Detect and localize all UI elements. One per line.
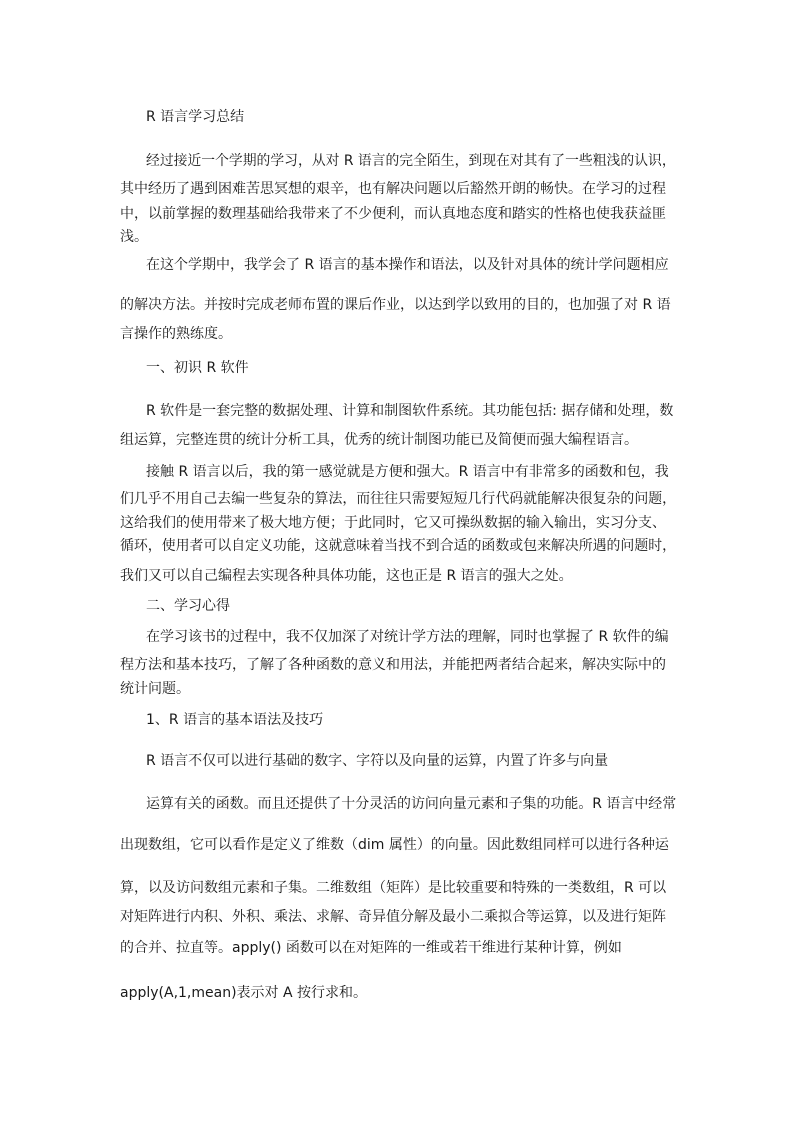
text-line: apply(A,1,mean)表示对 A 按行求和。 [120, 985, 368, 1001]
text-line: 在这个学期中，我学会了 R 语言的基本操作和语法，以及针对具体的统计学问题相应 [146, 257, 669, 273]
text-line: 的合并、拉直等。apply() 函数可以在对矩阵的一维或若干维进行某种计算，例如 [120, 940, 622, 956]
text-line: 运算有关的函数。而且还提供了十分灵活的访问向量元素和子集的功能。R 语言中经常 [146, 796, 677, 812]
text-line: 循环，使用者可以自定义功能，这就意味着当找不到合适的函数或包来解决所遇的问题时， [120, 538, 677, 554]
document-title: R 语言学习总结 [146, 109, 245, 125]
text-line: 程方法和基本技巧，了解了各种函数的意义和用法，并能把两者结合起来，解决实际中的 [120, 657, 666, 673]
text-line: 浅。 [120, 229, 148, 245]
subsection-heading: 1、R 语言的基本语法及技巧 [146, 712, 324, 728]
text-line: 算，以及访问数组元素和子集。二维数组（矩阵）是比较重要和特殊的一类数组，R 可以 [120, 880, 667, 896]
text-line: R 软件是一套完整的数据处理、计算和制图软件系统。其功能包括: 据存储和处理，数 [146, 403, 674, 419]
text-line: 这给我们的使用带来了极大地方便；于此同时，它又可操纵数据的输入输出，实习分支、 [120, 515, 666, 531]
text-line: 中，以前掌握的数理基础给我带来了不少便利，而认真地态度和踏实的性格也使我获益匪 [120, 206, 666, 222]
text-line: 在学习该书的过程中，我不仅加深了对统计学方法的理解，同时也掌握了 R 软件的编 [146, 629, 669, 645]
text-line: R 语言不仅可以进行基础的数字、字符以及向量的运算，内置了许多与向量 [146, 753, 609, 769]
text-line: 出现数组，它可以看作是定义了维数（dim 属性）的向量。因此数组同样可以进行各种运 [120, 837, 669, 853]
text-line: 其中经历了遇到困难苦思冥想的艰辛，也有解决问题以后豁然开朗的畅快。在学习的过程 [120, 181, 666, 197]
text-line: 组运算，完整连贯的统计分析工具，优秀的统计制图功能已及简便而强大编程语言。 [120, 432, 638, 448]
section-heading: 一、初识 R 软件 [146, 360, 249, 376]
text-line: 的解决方法。并按时完成老师布置的课后作业，以达到学以致用的目的，也加强了对 R 语 [120, 297, 671, 313]
text-line: 我们又可以自己编程去实现各种具体功能，这也正是 R 语言的强大之处。 [120, 568, 573, 584]
text-line: 们几乎不用自己去编一些复杂的算法，而往往只需要短短几行代码就能解决很复杂的问题， [120, 491, 677, 507]
text-line: 经过接近一个学期的学习，从对 R 语言的完全陌生，到现在对其有了一些粗浅的认识， [146, 153, 676, 169]
text-line: 接触 R 语言以后，我的第一感觉就是方便和强大。R 语言中有非常多的函数和包，我 [146, 464, 669, 480]
text-line: 对矩阵进行内积、外积、乘法、求解、奇异值分解及最小二乘拟合等运算，以及进行矩阵 [120, 909, 666, 925]
text-line: 言操作的熟练度。 [120, 326, 232, 342]
section-heading: 二、学习心得 [146, 598, 230, 614]
text-line: 统计问题。 [120, 681, 190, 697]
